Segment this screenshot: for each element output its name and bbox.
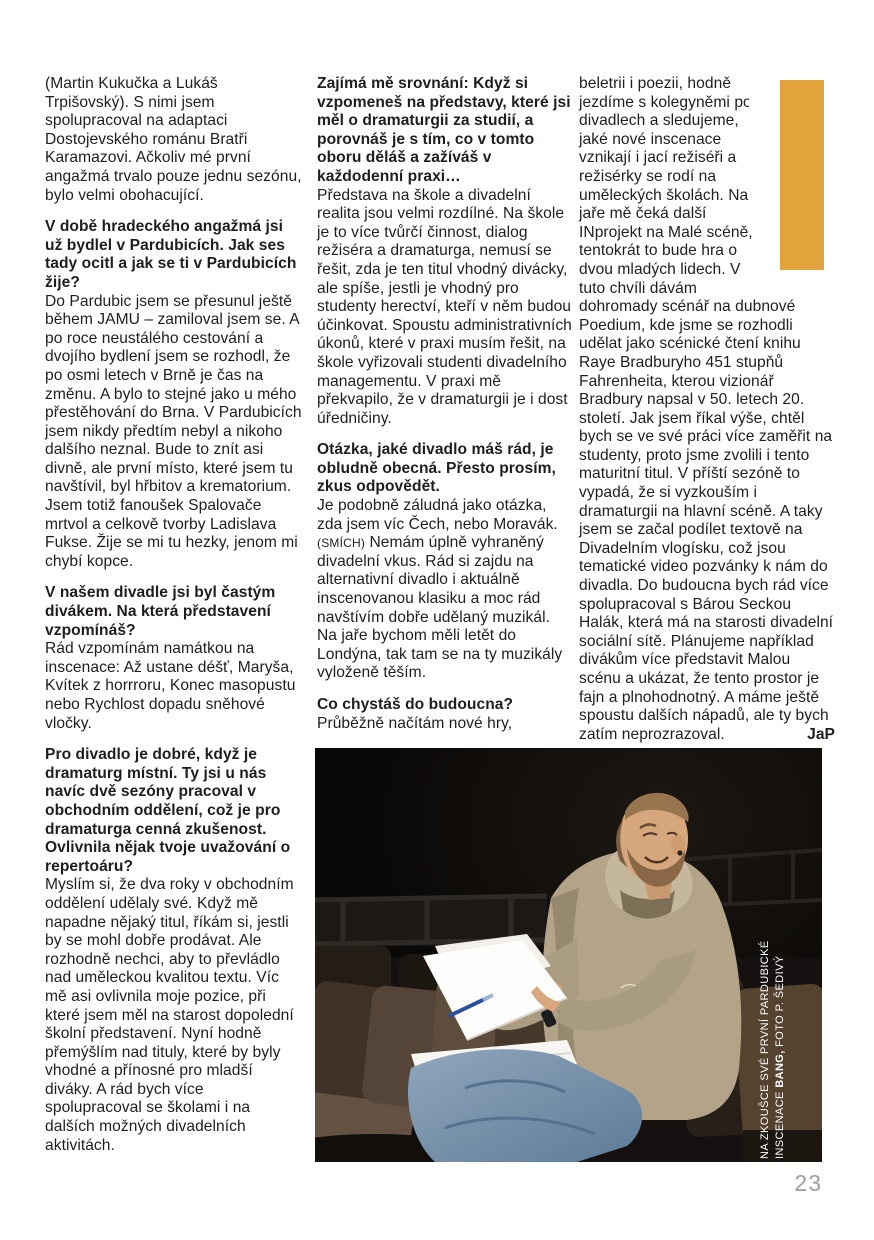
article-column-1 — [45, 75, 303, 1155]
interview-answer: Průběžně načítám nové hry, — [317, 714, 513, 732]
answer-text: Nemám úplně vyhraněný divadelní vkus. Rád si zajdu na alternativní divadlo i aktuálně inscenovanou klasiku a moc rád navštívím dobře udělaný muzikál. Na jaře bychom měli letět do Londýna, tak tam se na ty muzikály vyloženě těším. — [317, 534, 563, 682]
photo-caption-line2 — [773, 754, 788, 1159]
interview-question: Zajímá mě srovnání: Když si vzpomeneš na představy, které jsi měl o dramaturgii za studií, a porovnáš je s tím, co v tomto oboru děláš a zažíváš v každodenní praxi… — [317, 75, 571, 185]
laugh-note: (SMÍCH) — [317, 536, 366, 551]
answer-text: beletrii i poezii, hodně jezdíme s kolegyněmi po divadlech a sledujeme, jaké nové inscenace vznikají i jací režiséři a režisérky se rodí na uměleckých školách. Na jaře mě čeká další INprojekt na Malé scéně, tentokrát to bude hra o dvou mladých lidech. V tuto chvíli dávám dohromady scénář na dubnové Poedium, kde jsme se rozhodli udělat jako scénické čtení knihu Raye Bradburyho 451 stupňů Fahrenheita, kterou vizionář Bradbury napsal v 50. letech 20. století. Jak jsem říkal výše, chtěl bych se ve své práci více zaměřit na studenty, proto jsme zvolili i tento maturitní titul. V příští sezóně to vypadá, že si vyzkouším i dramaturgii na hlavní scéně. A taky jsem se začal podílet textově na Divadelním vlogísku, což jsou tematické video pozvánky k nám do divadla. Do budoucna bych rád více spolupracoval s Bárou Seckou Halák, která má na starosti divadelní sociální sítě. Plánujeme například divákům více představit Malou scénu a ukázat, že tento prostor je fajn a plnohodnotný. A máme ještě spoustu dalších nápadů, ale ty bych zatím neprozrazoval. — [579, 75, 834, 743]
rozhovor-section-tab — [743, 80, 824, 270]
theatre-rehearsal-photo-illustration — [315, 748, 822, 1162]
author-signature: JaP — [807, 725, 835, 743]
interview-question: V době hradeckého angažmá jsi už bydlel v Pardubicích. Jak ses tady ocitl a jak se ti v Pardubicích žije? — [45, 218, 297, 291]
paragraph-intro: (Martin Kukučka a Lukáš Trpišovský). S nimi jsem spolupracoval na adaptaci Dostojevského románu Bratři Karamazovi. Ačkoliv mé první angažmá trvalo pouze jednu sezónu, bylo velmi obohacující. — [45, 75, 302, 204]
caption-text: FOTO P. ŠEDIVÝ — [774, 955, 786, 1051]
interview-answer: Do Pardubic jsem se přesunul ještě během JAMU – zamiloval jsem se. A po roce neustálého cestování a dvojího bydlení jsem se rozhodl, že po osmi letech v Brně je čas na změnu. A bylo to stejné jako u mého přestěhování do Brna. V Pardubicích jsem nikdy předtím nebyl a nikoho dalšího neznal. Bude to znít asi divně, ale první místo, které jsem tu navštívil, byl hřbitov a krematorium. Jsem totiž fanoušek Spalovače mrtvol a celkově tvorby Ladislava Fukse. Žije se mi tu hezky, jenom mi chybí kopce. — [45, 292, 302, 570]
article-column-2 — [317, 75, 573, 733]
page-number: 23 — [794, 1170, 822, 1196]
interview-question: Co chystáš do budoucna? — [317, 696, 514, 713]
answer-text: Je podobně záludná jako otázka, zda jsem víc Čech, nebo Moravák. — [317, 497, 558, 533]
rozhovor-tab-label: ROZHOVOR — [743, 91, 773, 259]
caption-text: INSCENACE — [774, 1087, 786, 1159]
interview-photo — [315, 748, 822, 1162]
photo-caption — [758, 754, 788, 1159]
interview-answer: Rád vzpomínám namátkou na inscenace: Až ustane déšť, Maryša, Kvítek z horrroru, Konec masopustu nebo Rychlost dopadu sněhové vločky. — [45, 640, 296, 732]
interview-answer — [317, 497, 573, 683]
interview-question: V našem divadle jsi byl častým divákem. Na která představení vzpomínáš? — [45, 584, 276, 639]
article-column-3 — [579, 75, 835, 744]
interview-question: Pro divadlo je dobré, když je dramaturg místní. Ty jsi u nás navíc dvě sezóny pracoval v obchodním oddělení, což je pro dramaturga cenná zkušenost. Ovlivnila nějak tvoje uvažování o repertoáru? — [45, 746, 291, 875]
photo-caption-line1: NA ZKOUŠCE SVÉ PRVNÍ PARDUBICKÉ — [759, 940, 771, 1159]
caption-production-title: BANG, — [774, 1050, 786, 1088]
interview-answer: Myslím si, že dva roky v obchodním oddělení udělaly své. Když mě napadne nějaký titul, říkám si, jestli by se mohl dobře prodávat. Ale rozhodně nechci, aby to převládlo nad uměleckou kvalitou textu. Víc mě asi ovlivnila moje pozice, při které jsem měl na starost dopolední školní představení. Nyní hodně přemýšlím nad tituly, které by byly vhodné a přínosné pro mladší diváky. A rád bych více spolupracoval se školami i na dalších možných divadelních aktivitách. — [45, 876, 294, 1154]
interview-question: Otázka, jaké divadlo máš rád, je obludně obecná. Přesto prosím, zkus odpovědět. — [317, 441, 556, 496]
interview-answer: Představa na škole a divadelní realita jsou velmi rozdílné. Na škole je to více tvůrčí činnost, dialog režiséra a dramaturga, nemusí se řešit, zda je ten titul vhodný divácky, ale spíše, jestli je vhodný pro studenty herectví, kteří v něm budou účinkovat. Spoustu administrativních úkonů, které v praxi musím řešit, na škole vyřizovali studenti divadelního managementu. V praxi mě překvapilo, že v dramaturgii je i dost úředničiny. — [317, 186, 572, 427]
